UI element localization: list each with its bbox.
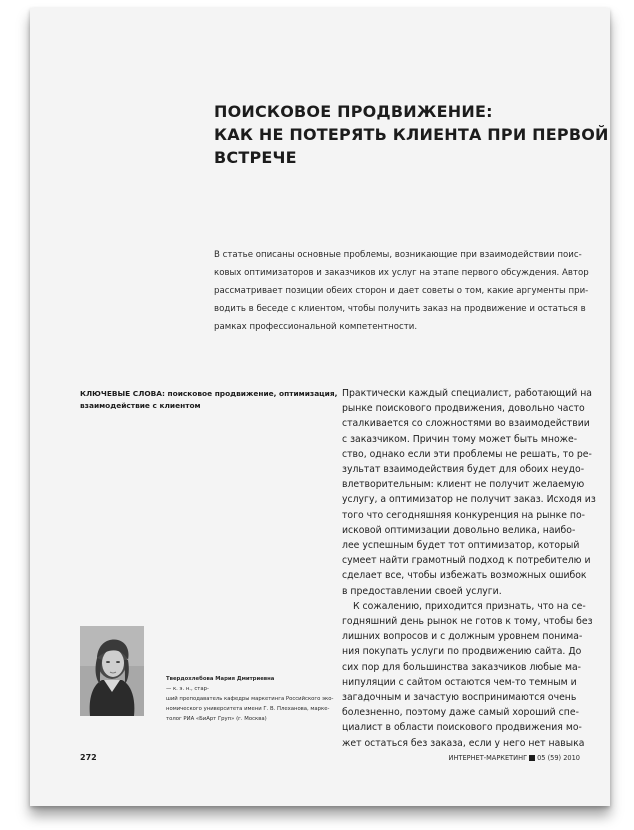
bio-line: ший преподаватель кафедры маркетинга Российского эко- [166, 696, 334, 702]
bio-line: толог РИА «БиАрт Груп» (г. Москва) [166, 716, 267, 722]
author-name: Твердохлебова Мария Дмитриевна [166, 676, 275, 682]
abstract-line: рамках профессиональной компетентности. [214, 322, 418, 332]
keywords [80, 388, 342, 412]
body-line: того что сегодняшняя конкуренция на рынке по- [342, 509, 585, 521]
body-line: зультат взаимодействия будет для обоих неудо- [342, 464, 585, 476]
page-number: 272 [80, 753, 97, 762]
body-line: загадочным и зачастую воспринимаются очень [342, 692, 577, 704]
journal-footer [449, 754, 580, 762]
body-line: сумеет найти грамотный подход к потребителю и [342, 555, 591, 567]
body-line: исковой оптимизации довольно велика, наибо- [342, 524, 576, 536]
author-photo [80, 626, 144, 716]
body-line: нипуляции с сайтом остаются чем-то темным и [342, 676, 577, 688]
abstract-line: В статье описаны основные проблемы, возникающие при взаимодействии поис- [214, 250, 582, 260]
body-line: сделает все, чтобы избежать возможных ошибок [342, 570, 587, 582]
article-page [30, 8, 610, 806]
article-body [342, 386, 606, 751]
square-separator-icon [529, 755, 535, 761]
abstract-line: рассматривает позиции обеих сторон и дает советы о том, какие аргументы при- [214, 286, 589, 296]
title-line: ВСТРЕЧЕ [214, 148, 297, 167]
body-line: лишних вопросов и с должным уровнем понима- [342, 631, 583, 643]
body-line: услугу, а оптимизатор не получит заказ. Исходя из [342, 494, 596, 506]
body-line: сталкивается со сложностями во взаимодействии [342, 418, 590, 430]
article-title [214, 100, 609, 169]
body-line: жет остаться без заказа, если у него нет навыка [342, 737, 585, 749]
bio-line: номического университета имени Г. В. Плеханова, марке- [166, 706, 330, 712]
body-line: ния покупать услуги по продвижению сайта. До [342, 646, 582, 658]
journal-issue: 05 (59) 2010 [537, 754, 580, 762]
bio-first-text: — к. э. н., стар- [166, 686, 209, 692]
author-bio [166, 674, 351, 724]
body-line: сих пор для большинства заказчиков любые ма- [342, 661, 582, 673]
bio-line [166, 674, 351, 694]
keywords-line: взаимодействие с клиентом [80, 401, 201, 410]
body-line: лее успешным будет тот оптимизатор, который [342, 540, 580, 552]
body-line: Практически каждый специалист, работающий на [342, 388, 592, 399]
journal-name: ИНТЕРНЕТ-МАРКЕТИНГ [448, 754, 528, 762]
body-line: с заказчиком. Причин тому может быть множе- [342, 433, 578, 445]
title-line: ПОИСКОВОЕ ПРОДВИЖЕНИЕ: [214, 102, 493, 121]
body-line: болезненно, поэтому даже самый хороший спе- [342, 707, 579, 719]
author-portrait-image [80, 626, 144, 716]
body-line: циалист в области поискового продвижения мо- [342, 722, 582, 734]
title-line: КАК НЕ ПОТЕРЯТЬ КЛИЕНТА ПРИ ПЕРВОЙ [214, 125, 609, 144]
body-line: влетворительным: клиент не получит желаемую [342, 479, 585, 491]
abstract-line: ковых оптимизаторов и заказчиков их услуг на этапе первого обсуждения. Автор [214, 268, 589, 278]
keywords-line: КЛЮЧЕВЫЕ СЛОВА: поисковое продвижение, оптимизация, [80, 389, 338, 398]
article-abstract [214, 246, 598, 336]
body-line: в предоставлении своей услуги. [342, 585, 502, 597]
body-line: ство, однако если эти проблемы не решать, то ре- [342, 448, 592, 460]
body-line: годняшний день рынок не готов к тому, чтобы без [342, 616, 593, 628]
abstract-line: водить в беседе с клиентом, чтобы получить заказ на продвижение и остаться в [214, 304, 586, 314]
body-line: К сожалению, приходится признать, что на се- [353, 600, 586, 612]
body-line: рынке поискового продвижения, довольно часто [342, 403, 585, 415]
